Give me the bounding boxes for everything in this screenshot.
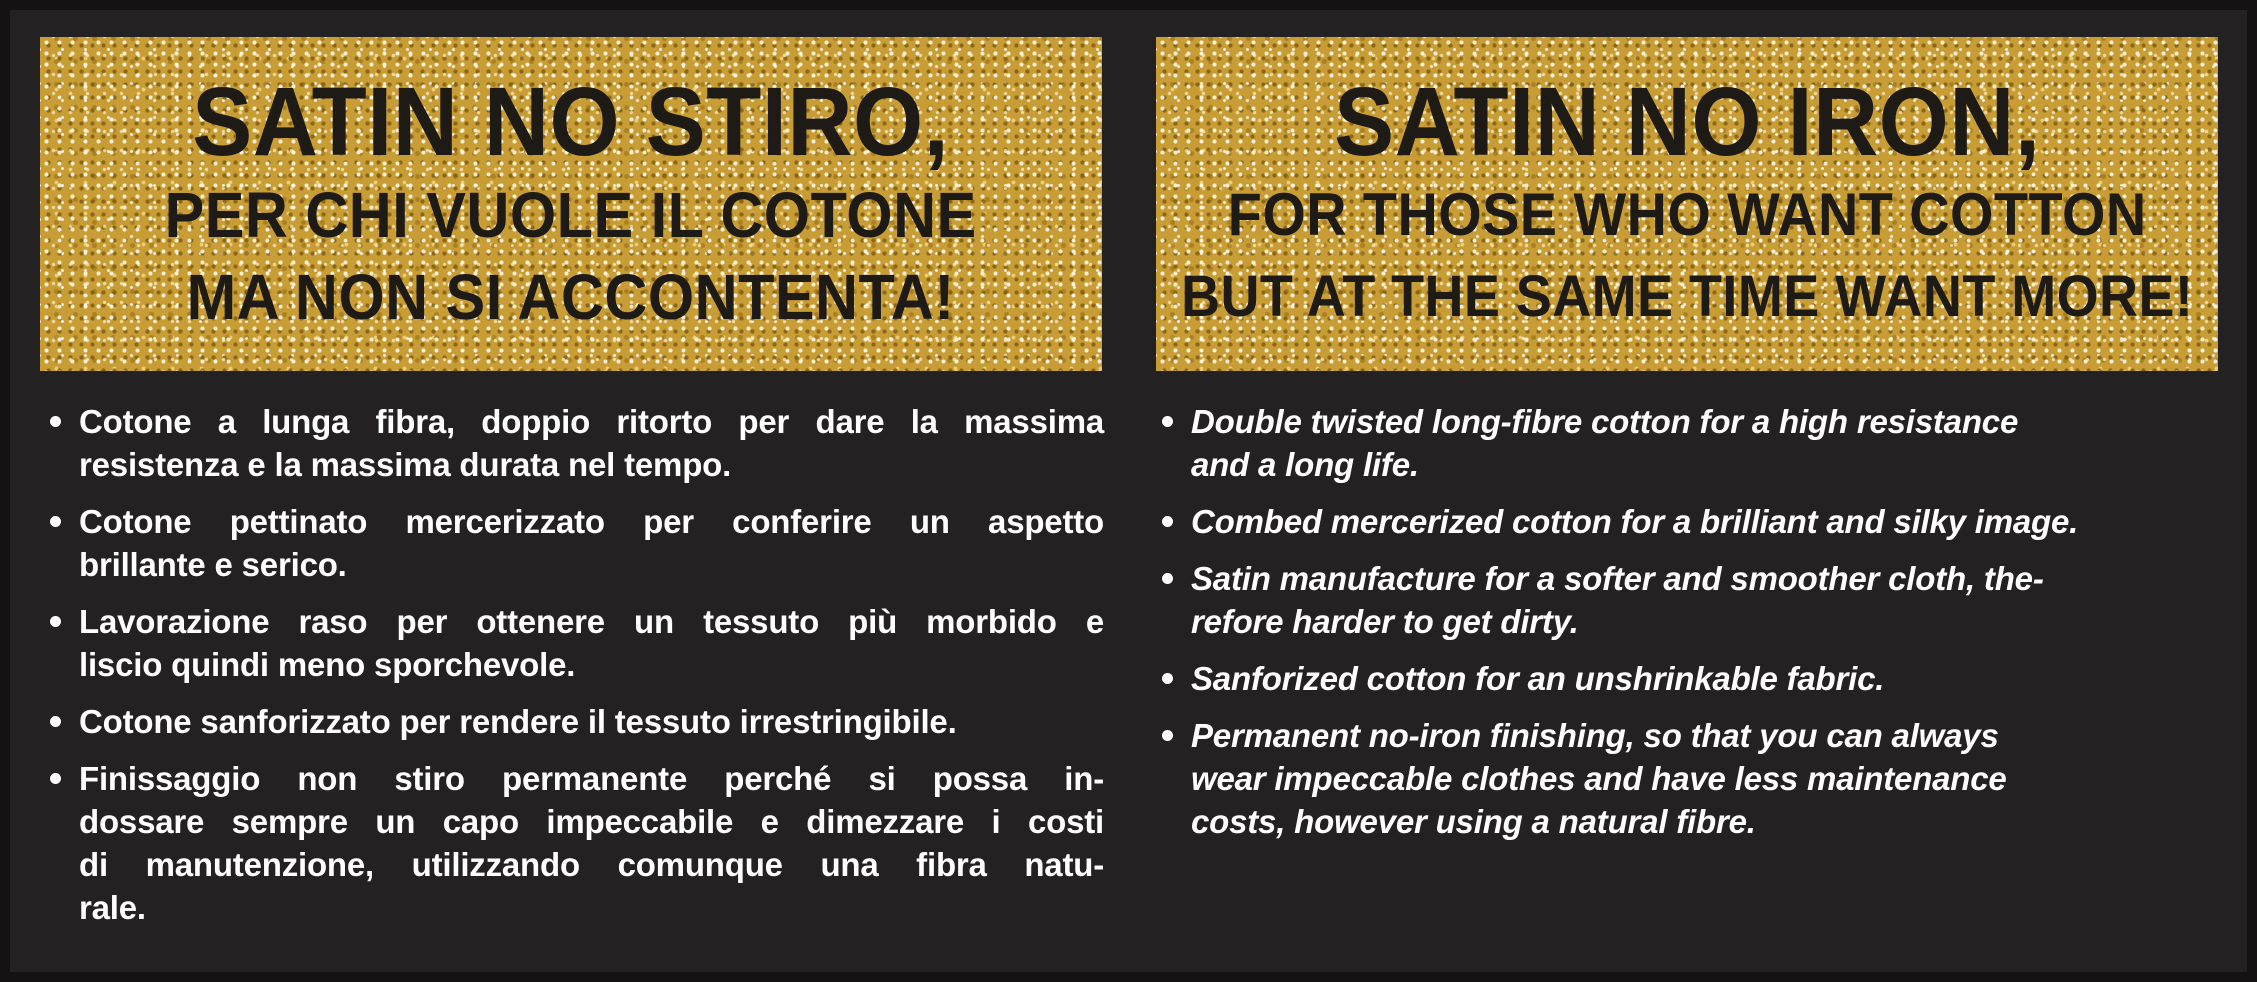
bullet-dot-icon	[1162, 673, 1173, 684]
left-headline-panel	[40, 37, 1102, 371]
bullet-dot-icon	[50, 516, 61, 527]
right-headline-line-2: FOR THOSE WHO WANT COTTON	[1227, 181, 2147, 248]
left-headline-line-1: SATIN NO STIRO,	[192, 67, 950, 176]
bullet-text	[1191, 657, 2218, 700]
bullet-item	[48, 700, 1104, 743]
bullet-dot-icon	[50, 773, 61, 784]
bullet-item	[1160, 714, 2218, 843]
bullet-text	[79, 400, 1104, 486]
bullet-item	[1160, 657, 2218, 700]
bullet-text	[79, 757, 1104, 929]
bullet-line: Combed mercerized cotton for a brilliant and silky image.	[1191, 503, 2079, 540]
bullet-line: Cotone pettinato mercerizzato per conferire un aspetto	[79, 503, 1104, 540]
bullet-line: costs, however using a natural fibre.	[1191, 803, 1756, 840]
bullet-dot-icon	[50, 616, 61, 627]
bullet-text	[1191, 714, 2218, 843]
right-headline-line-1: SATIN NO IRON,	[1333, 67, 2041, 176]
bullet-text	[1191, 500, 2218, 543]
bullet-line: Cotone sanforizzato per rendere il tessuto irrestringibile.	[79, 703, 957, 740]
bullet-line: Double twisted long-fibre cotton for a high resistance	[1191, 403, 2019, 440]
bullet-line: Cotone a lunga fibra, doppio ritorto per dare la massima	[79, 403, 1104, 440]
bullet-text	[79, 500, 1104, 586]
bullet-text	[1191, 557, 2218, 643]
bullet-item	[48, 400, 1104, 486]
bullet-line: Finissaggio non stiro permanente perché si possa in-	[79, 760, 1104, 797]
right-headline	[1143, 69, 2231, 339]
right-bullet-list	[1160, 400, 2218, 857]
right-headline-line-3: BUT AT THE SAME TIME WANT MORE!	[1180, 264, 2194, 329]
bullet-item	[48, 500, 1104, 586]
bullet-line: refore harder to get dirty.	[1191, 603, 1579, 640]
bullet-dot-icon	[50, 716, 61, 727]
left-headline-line-3: MA NON SI ACCONTENTA!	[186, 261, 956, 333]
left-headline-line-2: PER CHI VUOLE IL COTONE	[164, 179, 978, 251]
bullet-item	[1160, 500, 2218, 543]
bullet-item	[48, 757, 1104, 929]
right-headline-panel	[1156, 37, 2218, 371]
bullet-dot-icon	[50, 416, 61, 427]
bullet-line: Permanent no-iron finishing, so that you can always	[1191, 717, 1999, 754]
bullet-line: brillante e serico.	[79, 546, 347, 583]
bullet-dot-icon	[1162, 416, 1173, 427]
bullet-line: resistenza e la massima durata nel tempo.	[79, 446, 732, 483]
bullet-item	[48, 600, 1104, 686]
bullet-text	[79, 600, 1104, 686]
bullet-item	[1160, 557, 2218, 643]
bullet-dot-icon	[1162, 573, 1173, 584]
bullet-text	[1191, 400, 2218, 486]
left-headline	[134, 69, 1007, 339]
bullet-dot-icon	[1162, 516, 1173, 527]
bullet-line: liscio quindi meno sporchevole.	[79, 646, 576, 683]
bullet-line: wear impeccable clothes and have less maintenance	[1191, 760, 2007, 797]
bullet-line: Satin manufacture for a softer and smoother cloth, the-	[1191, 560, 2044, 597]
bullet-line: Lavorazione raso per ottenere un tessuto più morbido e	[79, 603, 1104, 640]
left-bullet-list	[48, 400, 1104, 943]
bullet-line: and a long life.	[1191, 446, 1419, 483]
bullet-line: dossare sempre un capo impeccabile e dimezzare i costi	[79, 803, 1104, 840]
bullet-line: Sanforized cotton for an unshrinkable fabric.	[1191, 660, 1885, 697]
bullet-line: di manutenzione, utilizzando comunque una fibra natu-	[79, 846, 1104, 883]
bullet-dot-icon	[1162, 730, 1173, 741]
bullet-text	[79, 700, 1104, 743]
bullet-item	[1160, 400, 2218, 486]
bullet-line: rale.	[79, 889, 146, 926]
